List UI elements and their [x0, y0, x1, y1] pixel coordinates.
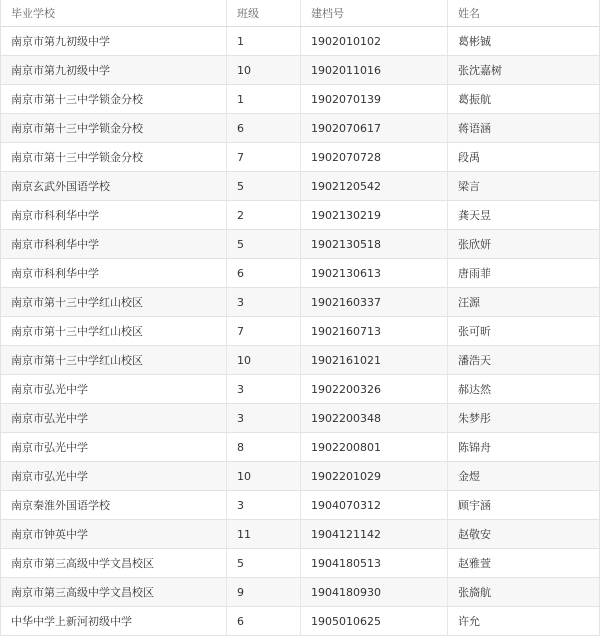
table-row [1, 346, 599, 375]
cell-school: 南京市弘光中学 [1, 433, 227, 461]
cell-class: 6 [227, 114, 301, 142]
table-row [1, 85, 599, 114]
cell-school: 南京市第九初级中学 [1, 56, 227, 84]
cell-class: 10 [227, 56, 301, 84]
cell-name: 金煜 [458, 470, 480, 483]
cell-id: 1902120542 [301, 172, 448, 200]
cell-name: 张欣妍 [458, 238, 491, 251]
cell-id: 1902011016 [301, 56, 448, 84]
cell-id: 1902130613 [301, 259, 448, 287]
cell-school: 南京市科利华中学 [1, 259, 227, 287]
cell-id: 1905010625 [301, 607, 448, 635]
cell-id: 1902160713 [301, 317, 448, 345]
cell-class: 3 [227, 404, 301, 432]
cell-class: 5 [227, 230, 301, 258]
cell-id: 1902070728 [301, 143, 448, 171]
cell-id: 1904070312 [301, 491, 448, 519]
cell-name: 顾宇涵 [458, 499, 491, 512]
table-row [1, 172, 599, 201]
cell-id: 1904180930 [301, 578, 448, 606]
cell-name: 朱梦彤 [458, 412, 491, 425]
cell-id: 1904121142 [301, 520, 448, 548]
cell-school: 南京市弘光中学 [1, 404, 227, 432]
table-row [1, 259, 599, 288]
cell-name: 梁言 [458, 180, 480, 193]
cell-name: 张可昕 [458, 325, 491, 338]
table-body [1, 27, 599, 636]
cell-school: 南京市第三高级中学文昌校区 [1, 549, 227, 577]
cell-school: 南京玄武外国语学校 [1, 172, 227, 200]
cell-name: 赵敬安 [458, 528, 491, 541]
cell-class: 1 [227, 27, 301, 55]
table-row [1, 114, 599, 143]
cell-school: 南京市第十三中学锁金分校 [1, 114, 227, 142]
table-row [1, 404, 599, 433]
cell-name: 唐雨菲 [458, 267, 491, 280]
cell-name: 许允 [458, 615, 480, 628]
cell-class: 9 [227, 578, 301, 606]
table-row [1, 317, 599, 346]
cell-name: 龚天昱 [458, 209, 491, 222]
cell-name: 张沈嘉树 [458, 64, 502, 77]
cell-name: 张旖航 [458, 586, 491, 599]
cell-id: 1902201029 [301, 462, 448, 490]
table-row [1, 491, 599, 520]
cell-id: 1902200348 [301, 404, 448, 432]
cell-class: 1 [227, 85, 301, 113]
cell-id: 1902070617 [301, 114, 448, 142]
cell-school: 南京市第十三中学红山校区 [1, 288, 227, 316]
table-row [1, 520, 599, 549]
cell-school: 南京市弘光中学 [1, 462, 227, 490]
cell-id: 1902070139 [301, 85, 448, 113]
cell-school: 南京秦淮外国语学校 [1, 491, 227, 519]
header-name: 姓名 [458, 7, 480, 20]
table-row [1, 201, 599, 230]
table-row [1, 230, 599, 259]
cell-class: 10 [227, 462, 301, 490]
cell-class: 3 [227, 491, 301, 519]
header-id: 建档号 [301, 0, 448, 26]
cell-name: 郝达然 [458, 383, 491, 396]
cell-school: 南京市弘光中学 [1, 375, 227, 403]
cell-id: 1902130219 [301, 201, 448, 229]
cell-name: 葛振航 [458, 93, 491, 106]
cell-id: 1902130518 [301, 230, 448, 258]
cell-school: 南京市科利华中学 [1, 230, 227, 258]
cell-class: 8 [227, 433, 301, 461]
table-row [1, 143, 599, 172]
cell-school: 南京市第三高级中学文昌校区 [1, 578, 227, 606]
header-class: 班级 [227, 0, 301, 26]
cell-school: 南京市第十三中学红山校区 [1, 346, 227, 374]
table-header [1, 0, 599, 27]
table-row [1, 288, 599, 317]
cell-school: 中华中学上新河初级中学 [1, 607, 227, 635]
cell-name: 葛彬铖 [458, 35, 491, 48]
cell-id: 1902010102 [301, 27, 448, 55]
cell-class: 11 [227, 520, 301, 548]
cell-school: 南京市第十三中学锁金分校 [1, 143, 227, 171]
table-row [1, 56, 599, 85]
cell-school: 南京市第九初级中学 [1, 27, 227, 55]
cell-class: 5 [227, 172, 301, 200]
cell-name: 段禹 [458, 151, 480, 164]
cell-id: 1902160337 [301, 288, 448, 316]
cell-id: 1902161021 [301, 346, 448, 374]
cell-name: 潘浩天 [458, 354, 491, 367]
cell-class: 3 [227, 288, 301, 316]
cell-class: 3 [227, 375, 301, 403]
cell-id: 1902200326 [301, 375, 448, 403]
cell-school: 南京市科利华中学 [1, 201, 227, 229]
header-school: 毕业学校 [1, 0, 227, 26]
cell-school: 南京市钟英中学 [1, 520, 227, 548]
cell-id: 1902200801 [301, 433, 448, 461]
cell-class: 10 [227, 346, 301, 374]
table-row [1, 433, 599, 462]
cell-class: 7 [227, 143, 301, 171]
cell-name: 汪源 [458, 296, 480, 309]
cell-class: 5 [227, 549, 301, 577]
table-row [1, 607, 599, 636]
cell-name: 赵雅萱 [458, 557, 491, 570]
cell-class: 6 [227, 607, 301, 635]
cell-school: 南京市第十三中学锁金分校 [1, 85, 227, 113]
cell-name: 陈锦舟 [458, 441, 491, 454]
table-row [1, 462, 599, 491]
cell-id: 1904180513 [301, 549, 448, 577]
cell-class: 7 [227, 317, 301, 345]
cell-class: 2 [227, 201, 301, 229]
table-row [1, 578, 599, 607]
table-row [1, 375, 599, 404]
cell-school: 南京市第十三中学红山校区 [1, 317, 227, 345]
cell-class: 6 [227, 259, 301, 287]
table-row [1, 549, 599, 578]
cell-name: 蒋语涵 [458, 122, 491, 135]
table-row [1, 27, 599, 56]
